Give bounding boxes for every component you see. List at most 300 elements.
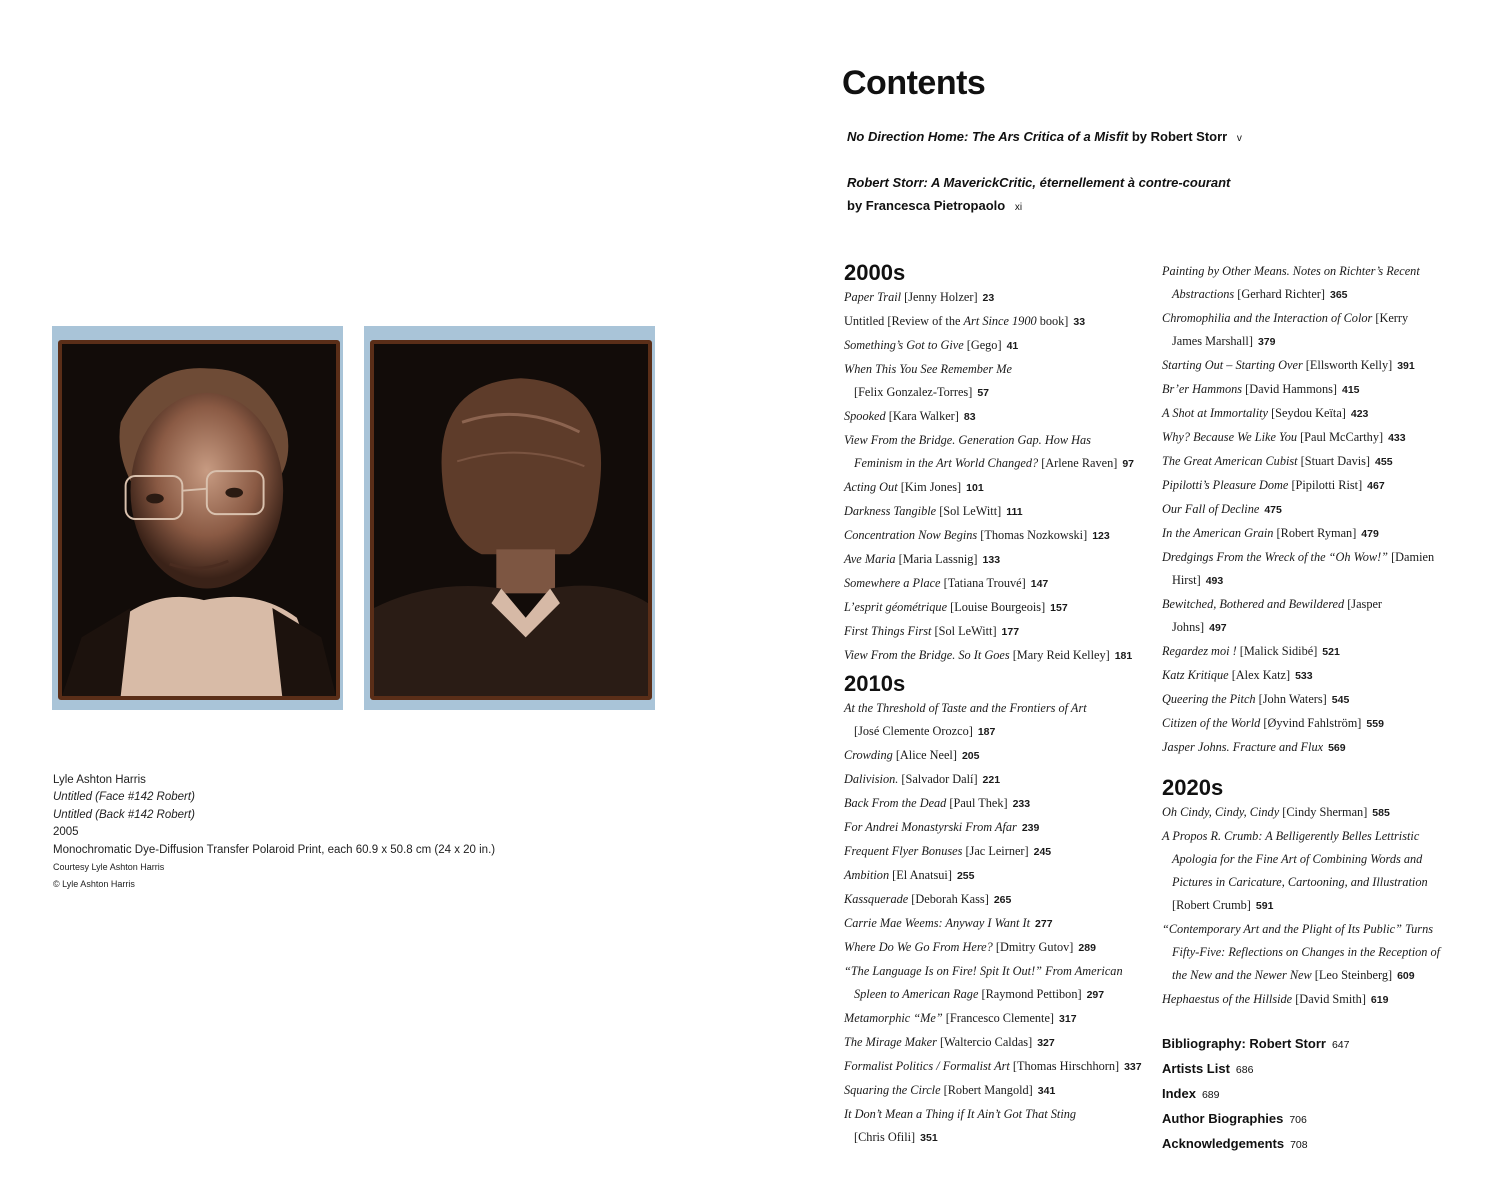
toc-entry [1162,498,1462,522]
toc-entry [1162,522,1462,546]
entry-line [1162,382,1360,396]
entry-subject: [Leo Steinberg] [1311,968,1393,982]
entry-line [844,964,1123,978]
backmatter-list [1162,1032,1462,1157]
toc-entry [1162,825,1462,918]
page-number: 619 [1370,994,1389,1006]
toc-entry [844,596,1149,620]
entry-title: Kassquerade [844,892,909,906]
page-number: 101 [966,482,984,494]
toc-entry [844,572,1149,596]
essay-title: Robert Storr: A MaverickCritic, éternellement à contre-courant [847,175,1231,190]
backmatter-item: Index 689 [1162,1086,1220,1101]
entry-subject: [John Waters] [1255,692,1327,706]
entry-list-2000s [844,286,1149,668]
entry-continuation [1162,964,1462,988]
toc-entry [1162,801,1462,825]
entry-subject: [Gego] [963,338,1002,352]
entry-title: Katz Kritique [1162,668,1229,682]
entry-line [1162,716,1384,730]
entry-title: Why? Because We Like You [1162,430,1298,444]
page-number: 239 [1021,822,1040,834]
entry-continuation [1162,848,1462,871]
entry-subject: [Gerhard Richter] [1234,287,1325,301]
entry-subject: [Ellsworth Kelly] [1302,358,1393,372]
entry-line [844,600,1068,614]
entry-subject: [Sol LeWitt] [936,504,1002,518]
entry-title: The Great American Cubist [1162,454,1298,468]
entry-title: Painting by Other Means. Notes on Richter’s Recent [1162,264,1420,278]
entry-title: Something’s Got to Give [844,338,964,352]
toc-entry [844,1103,1149,1150]
entry-line [1162,740,1346,754]
page-number: 157 [1050,602,1068,614]
entry-line [1162,478,1385,492]
essay-title: No Direction Home: The Ars Critica of a Misfit [847,129,1129,144]
entry-line [844,820,1039,834]
entry-subject: Johns] [1172,620,1205,634]
entry-title: Jasper Johns. Fracture and Flux [1162,740,1324,754]
entry-subject: [Francesco Clemente] [942,1011,1055,1025]
toc-entry [844,334,1149,358]
entry-continuation [844,381,1149,405]
entry-title: Metamorphic “Me” [844,1011,943,1025]
entry-title: Apologia for the Fine Art of Combining Words and [1172,852,1423,866]
caption-title-back: Untitled (Back #142 Robert) [53,808,195,821]
page-number: 57 [977,387,989,399]
entry-subject: [José Clemente Orozco] [854,724,973,738]
toc-entry [844,1007,1149,1031]
page-number: 111 [1006,506,1023,518]
entry-line [844,314,1085,328]
decade-heading-2000s: 2000s [844,260,906,285]
entry-line [844,528,1110,542]
toc-entry [844,476,1149,500]
toc-entry [844,960,1149,1007]
entry-line [844,433,1091,447]
entry-subject: Hirst] [1172,573,1201,587]
toc-entry [844,864,1149,888]
entry-subject: [Kerry [1372,311,1409,325]
toc-entry [844,936,1149,960]
page-number: 221 [982,774,1001,786]
entry-title: Citizen of the World [1162,716,1261,730]
caption-medium: Monochromatic Dye-Diffusion Transfer Polaroid Print, each 60.9 x 50.8 cm (24 x 20 in.) [53,843,496,856]
entry-line [1162,406,1368,420]
entry-line [844,701,1087,715]
entry-title: Darkness Tangible [844,504,937,518]
entry-list-2010s-continued [1162,260,1462,760]
entry-subject: [Raymond Pettibon] [978,987,1082,1001]
entry-continuation [844,452,1149,476]
entry-title: A Propos R. Crumb: A Belligerently Belles Lettristic [1162,829,1420,843]
entry-line [844,772,1000,786]
entry-title: At the Threshold of Taste and the Frontiers of Art [844,701,1087,715]
entry-title: L’esprit géométrique [844,600,948,614]
entry-list-2010s [844,697,1149,1150]
entry-subject: [David Hammons] [1242,382,1337,396]
page-number: 455 [1375,456,1393,468]
backmatter-item: Acknowledgements 708 [1162,1136,1308,1151]
entry-title: Spleen to American Rage [854,987,979,1001]
toc-entry [844,1055,1149,1079]
page-number: 423 [1350,408,1369,420]
entry-line [844,940,1096,954]
decade-heading-2020s: 2020s [1162,775,1224,800]
toc-entry [844,744,1149,768]
essay-author: by Robert Storr [1131,129,1228,144]
entry-subject: [Kim Jones] [897,480,962,494]
page-number: 245 [1033,846,1052,858]
toc-entry [844,840,1149,864]
entry-title: Squaring the Circle [844,1083,941,1097]
entry-continuation [844,983,1149,1007]
page-number: 379 [1257,336,1276,348]
entry-subject: [Malick Sidibé] [1236,644,1318,658]
toc-entry [1162,474,1462,498]
entry-line [844,648,1132,662]
entry-line [844,576,1048,590]
entry-title: A Shot at Immortality [1162,406,1269,420]
entry-line [844,868,974,882]
toc-entry [844,768,1149,792]
photo-caption [53,772,495,893]
entry-line [1162,454,1393,468]
page-number: 123 [1092,530,1110,542]
page-number: 351 [920,1132,938,1144]
page-number: 475 [1264,504,1282,516]
toc-entry [1162,546,1462,593]
entry-title: Pipilotti’s Pleasure Dome [1162,478,1289,492]
entry-title: Starting Out – Starting Over [1162,358,1303,372]
entry-title: Feminism in the Art World Changed? [854,456,1039,470]
entry-title: Art Since 1900 [963,314,1037,328]
entry-title: In the American Grain [1162,526,1274,540]
photo-face [52,326,343,710]
entry-subject: [Dmitry Gutov] [992,940,1074,954]
entry-title: Back From the Dead [844,796,947,810]
entry-title: View From the Bridge. Generation Gap. How Has [844,433,1091,447]
entry-subject: [Alex Katz] [1228,668,1291,682]
page-number: 533 [1295,670,1313,682]
portrait-face-image [58,340,340,700]
entry-subject: [Alice Neel] [892,748,957,762]
entry-subject: [Jenny Holzer] [901,290,978,304]
entry-subject: [Deborah Kass] [908,892,989,906]
page-number: 467 [1367,480,1385,492]
entry-subject: [Robert Ryman] [1273,526,1357,540]
page-number: 97 [1122,458,1135,470]
contents-column-left [844,260,1149,1150]
page-number: 337 [1124,1061,1142,1073]
page-number: 181 [1114,650,1133,662]
essay-entry [847,171,1230,219]
entry-title: Queering the Pitch [1162,692,1256,706]
page-title: Contents [842,64,986,102]
page-number: 497 [1209,622,1227,634]
entry-title: Regardez moi ! [1162,644,1237,658]
page-number: 23 [982,292,995,304]
toc-entry [1162,736,1462,760]
entry-subject: [El Anatsui] [889,868,952,882]
decade-heading-2010s: 2010s [844,671,906,696]
entry-title: Where Do We Go From Here? [844,940,993,954]
entry-line [1162,358,1415,372]
entry-title: “The Language Is on Fire! Spit It Out!” From American [844,964,1123,978]
toc-entry [1162,307,1462,354]
entry-subject: [Damien [1388,550,1435,564]
entry-subject: [Waltercio Caldas] [936,1035,1033,1049]
entry-subject: book] [1036,314,1069,328]
essay-author: by Francesca Pietropaolo [847,198,1006,213]
contents-column-right [1162,260,1462,1157]
portrait-back-image [370,340,652,700]
entry-continuation [1162,871,1462,894]
entry-subject: [David Smith] [1292,992,1366,1006]
toc-entry [1162,688,1462,712]
entry-title: Our Fall of Decline [1162,502,1260,516]
toc-entry [844,286,1149,310]
entry-subject: James Marshall] [1172,334,1253,348]
toc-entry [844,697,1149,744]
entry-title: For Andrei Monastyrski From Afar [844,820,1017,834]
photo-back [364,326,655,710]
toc-entry [1162,593,1462,640]
entry-title: Fifty-Five: Reflections on Changes in the Reception of [1172,945,1441,959]
entry-continuation [844,720,1149,744]
page-number: 591 [1255,900,1274,912]
entry-line [844,796,1030,810]
essay-entry [847,125,1242,150]
page-number: 493 [1205,575,1224,587]
entry-line [844,1011,1077,1025]
entry-title: Dalivision. [844,772,899,786]
entry-title: Pictures in Caricature, Cartooning, and Illustration [1172,875,1428,889]
entry-subject: Untitled [Review of the [844,314,964,328]
entry-line [844,480,984,494]
entry-line [1162,526,1379,540]
toc-entry [844,524,1149,548]
entry-line [844,362,1012,376]
entry-title: Br’er Hammons [1162,382,1243,396]
entry-subject: [Robert Mangold] [940,1083,1033,1097]
entry-title: Abstractions [1172,287,1235,301]
entry-line [1162,829,1419,843]
toc-entry [844,644,1149,668]
entry-line [1162,644,1340,658]
toc-entry [844,1031,1149,1055]
entry-line [844,1059,1142,1073]
toc-entry [1162,664,1462,688]
entry-title: Hephaestus of the Hillside [1162,992,1293,1006]
entry-line [1162,311,1408,325]
toc-entry [1162,402,1462,426]
entry-subject: [Sol LeWitt] [931,624,997,638]
caption-courtesy: Courtesy Lyle Ashton Harris [53,862,165,873]
page-number: 609 [1397,970,1415,982]
entry-line [1162,430,1406,444]
entry-line [844,552,1000,566]
entry-subject: [Mary Reid Kelley] [1009,648,1110,662]
entry-title: Concentration Now Begins [844,528,978,542]
entry-line [1162,550,1434,564]
entry-subject: [Arlene Raven] [1038,456,1118,470]
entry-subject: [Cindy Sherman] [1279,805,1368,819]
entry-continuation [1162,894,1462,918]
entry-line [1162,692,1349,706]
entry-continuation [844,1126,1149,1150]
toc-entry [844,548,1149,572]
entry-subject: [Thomas Nozkowski] [977,528,1088,542]
toc-entry [844,620,1149,644]
toc-entry [1162,378,1462,402]
entry-title: Spooked [844,409,886,423]
entry-line [844,916,1053,930]
page-number: 187 [977,726,996,738]
page-number: 569 [1328,742,1346,754]
entry-line [1162,805,1390,819]
toc-entry [1162,988,1462,1012]
entry-line [844,624,1019,638]
entry-subject: [Salvador Dalí] [898,772,978,786]
page-number: 147 [1030,578,1049,590]
entry-title: Paper Trail [844,290,902,304]
toc-entry [844,405,1149,429]
entry-title: the New and the Newer New [1172,968,1312,982]
entry-continuation [1162,569,1462,593]
entry-list-2020s [1162,801,1462,1012]
entry-line [844,409,976,423]
entry-title: When This You See Remember Me [844,362,1012,376]
page-number: 317 [1059,1013,1077,1025]
entry-line [844,844,1051,858]
entry-subject: [Tatiana Trouvé] [940,576,1026,590]
page-number: 365 [1330,289,1348,301]
entry-subject: [Louise Bourgeois] [947,600,1046,614]
page-number: 277 [1035,918,1053,930]
entry-subject: [Jac Leirner] [962,844,1029,858]
page-number: 521 [1322,646,1340,658]
entry-continuation [1162,330,1462,354]
page-number: 415 [1342,384,1360,396]
page-number: 479 [1361,528,1379,540]
entry-title: Chromophilia and the Interaction of Color [1162,311,1373,325]
entry-subject: [Thomas Hirschhorn] [1009,1059,1120,1073]
entry-continuation [1162,283,1462,307]
page-number: 177 [1001,626,1020,638]
entry-subject: [Pipilotti Rist] [1288,478,1363,492]
page-number: 327 [1037,1037,1055,1049]
toc-entry [1162,640,1462,664]
entry-line [844,1107,1076,1121]
toc-entry [844,310,1149,334]
entry-title: Ambition [844,868,890,882]
page-number: 545 [1331,694,1350,706]
entry-line [844,290,994,304]
page-number: v [1236,133,1242,144]
backmatter-item: Bibliography: Robert Storr 647 [1162,1036,1350,1051]
caption-artist: Lyle Ashton Harris [53,774,146,786]
caption-title-face: Untitled (Face #142 Robert) [53,791,195,804]
page-number: 133 [982,554,1001,566]
toc-entry [1162,450,1462,474]
entry-subject: [Jasper [1344,597,1383,611]
toc-entry [1162,354,1462,378]
entry-line [844,504,1023,518]
entry-title: Somewhere a Place [844,576,941,590]
page-number: 433 [1388,432,1406,444]
entry-title: Acting Out [844,480,898,494]
entry-subject: [Kara Walker] [885,409,959,423]
caption-copyright: © Lyle Ashton Harris [53,879,135,890]
backmatter-item: Author Biographies 706 [1162,1111,1307,1126]
page-number: 41 [1006,340,1019,352]
entry-line [844,1083,1055,1097]
page-number: 341 [1037,1085,1056,1097]
page-number: 83 [963,411,976,423]
entry-title: Formalist Politics / Formalist Art [844,1059,1010,1073]
entry-line [844,748,979,762]
entry-subject: [Maria Lassnig] [895,552,978,566]
entry-title: Bewitched, Bothered and Bewildered [1162,597,1345,611]
entry-continuation [1162,616,1462,640]
entry-title: The Mirage Maker [844,1035,937,1049]
entry-subject: [Paul Thek] [946,796,1008,810]
entry-subject: [Øyvind Fahlström] [1260,716,1362,730]
caption-year: 2005 [53,826,79,839]
entry-line [844,1035,1055,1049]
entry-subject: [Robert Crumb] [1172,898,1251,912]
entry-subject: [Felix Gonzalez-Torres] [854,385,973,399]
entry-continuation [1162,941,1462,964]
entry-subject: [Stuart Davis] [1297,454,1371,468]
page-number: 33 [1073,316,1086,328]
entry-title: View From the Bridge. So It Goes [844,648,1010,662]
entry-line [844,338,1018,352]
page-number: 585 [1372,807,1390,819]
page-number: 233 [1012,798,1031,810]
entry-title: Ave Maria [844,552,896,566]
page-number: 289 [1078,942,1096,954]
toc-entry [844,888,1149,912]
entry-title: It Don’t Mean a Thing if It Ain’t Got That Sting [844,1107,1077,1121]
entry-line [1162,992,1388,1006]
page-number: 391 [1397,360,1415,372]
toc-entry [844,816,1149,840]
backmatter-item: Artists List 686 [1162,1061,1254,1076]
entry-line [1162,597,1382,611]
entry-title: Dredgings From the Wreck of the “Oh Wow!” [1162,550,1388,564]
page-number: 255 [956,870,975,882]
entry-title: “Contemporary Art and the Plight of Its Public” Turns [1162,922,1434,936]
entry-subject: [Chris Ofili] [854,1130,916,1144]
toc-entry [844,429,1149,476]
entry-title: Frequent Flyer Bonuses [844,844,963,858]
toc-entry [844,358,1149,405]
entry-line [1162,502,1282,516]
entry-line [1162,922,1433,936]
page-number: 205 [961,750,980,762]
toc-entry [1162,426,1462,450]
toc-entry [1162,918,1462,988]
entry-subject: [Paul McCarthy] [1297,430,1384,444]
toc-entry [844,912,1149,936]
entry-title: Carrie Mae Weems: Anyway I Want It [844,916,1031,930]
toc-entry [844,792,1149,816]
entry-line [844,892,1011,906]
toc-entry [1162,260,1462,307]
page-number: xi [1014,202,1023,213]
